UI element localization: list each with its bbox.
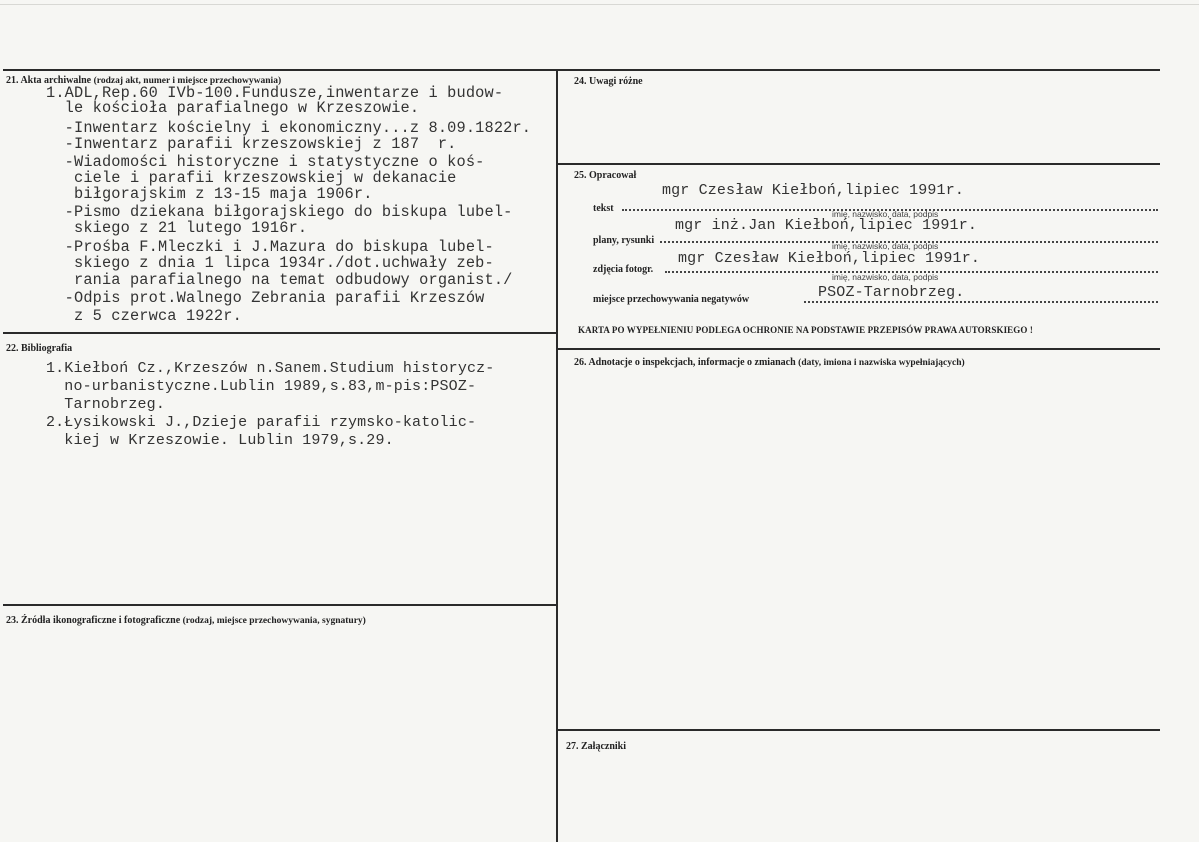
- field-label-negatywy: miejsce przechowywania negatywów: [593, 294, 750, 305]
- divider-24-25: [557, 163, 1160, 165]
- sheet-edge: [0, 4, 1199, 5]
- section-21-label: 21. Akta archiwalne (rodzaj akt, numer i miejsce przechowywania): [6, 75, 282, 86]
- archive-line: -Odpis prot.Walnego Zebrania parafii Krzeszów: [46, 289, 485, 307]
- bibliography-line: 1.Kiełboń Cz.,Krzeszów n.Sanem.Studium historycz-: [46, 360, 495, 377]
- copyright-notice: KARTA PO WYPEŁNIENIU PODLEGA OCHRONIE NA PODSTAWIE PRZEPISÓW PRAWA AUTORSKIEGO !: [578, 325, 1033, 335]
- divider-21-22: [3, 332, 557, 334]
- archive-line: rania parafialnego na temat odbudowy organist./: [46, 271, 513, 289]
- archive-line: ciele i parafii krzeszowskiej w dekanacie: [46, 169, 457, 187]
- archive-line: -Pismo dziekana biłgorajskiego do biskupa lubel-: [46, 203, 513, 221]
- field-label-plany: plany, rysunki: [593, 235, 655, 246]
- bibliography-line: no-urbanistyczne.Lublin 1989,s.83,m-pis:PSOZ-: [46, 378, 477, 395]
- archive-line: skiego z dnia 1 lipca 1934r./dot.uchwały zeb-: [46, 254, 494, 272]
- bibliography-line: kiej w Krzeszowie. Lublin 1979,s.29.: [46, 432, 394, 449]
- archive-line: z 5 czerwca 1922r.: [46, 307, 242, 325]
- archive-line: le kościoła parafialnego w Krzeszowie.: [46, 99, 420, 117]
- section-22-label: 22. Bibliografia: [6, 343, 73, 354]
- section-26-label: 26. Adnotacje o inspekcjach, informacje o zmianach (daty, imiona i nazwiska wypełniających): [574, 357, 965, 368]
- hint-tekst: imię, nazwisko, data, podpis: [832, 209, 939, 219]
- author-photos-value: mgr Czesław Kiełboń,lipiec 1991r.: [678, 250, 980, 267]
- field-label-tekst: tekst: [593, 203, 614, 214]
- archive-line: -Wiadomości historyczne i statystyczne o koś-: [46, 153, 485, 171]
- hint-plany: imię, nazwisko, data, podpis: [832, 241, 939, 251]
- archive-line: biłgorajskim z 13-15 maja 1906r.: [46, 185, 373, 203]
- divider-26-27: [557, 729, 1160, 731]
- archive-line: -Inwentarz kościelny i ekonomiczny...z 8.09.1822r.: [46, 119, 532, 137]
- bibliography-line: 2.Łysikowski J.,Dzieje parafii rzymsko-katolic-: [46, 414, 477, 431]
- divider-25-26: [557, 348, 1160, 350]
- dotted-line-negatywy: [804, 301, 1158, 303]
- archive-line: 1.ADL,Rep.60 IVb-100.Fundusze,inwentarze i budow-: [46, 84, 504, 102]
- hint-zdjecia: imię, nazwisko, data, podpis: [832, 272, 939, 282]
- negatives-location-value: PSOZ-Tarnobrzeg.: [818, 284, 965, 301]
- author-text-value: mgr Czesław Kiełboń,lipiec 1991r.: [662, 182, 964, 199]
- archive-line: -Prośba F.Mleczki i J.Mazura do biskupa lubel-: [46, 238, 494, 256]
- section-25-label: 25. Opracował: [574, 170, 637, 181]
- author-plans-value: mgr inż.Jan Kiełboń,lipiec 1991r.: [675, 217, 977, 234]
- center-divider: [556, 69, 558, 842]
- archive-line: skiego z 21 lutego 1916r.: [46, 219, 308, 237]
- field-label-zdjecia: zdjęcia fotogr.: [593, 264, 654, 275]
- divider-22-23: [3, 604, 557, 606]
- section-23-label: 23. Źródła ikonograficzne i fotograficzne (rodzaj, miejsce przechowywania, sygnatury): [6, 615, 366, 626]
- top-rule: [3, 69, 1160, 71]
- bibliography-line: Tarnobrzeg.: [46, 396, 165, 413]
- archive-line: -Inwentarz parafii krzeszowskiej z 187 r.: [46, 135, 457, 153]
- section-27-label: 27. Załączniki: [566, 741, 627, 752]
- section-24-label: 24. Uwagi różne: [574, 76, 643, 87]
